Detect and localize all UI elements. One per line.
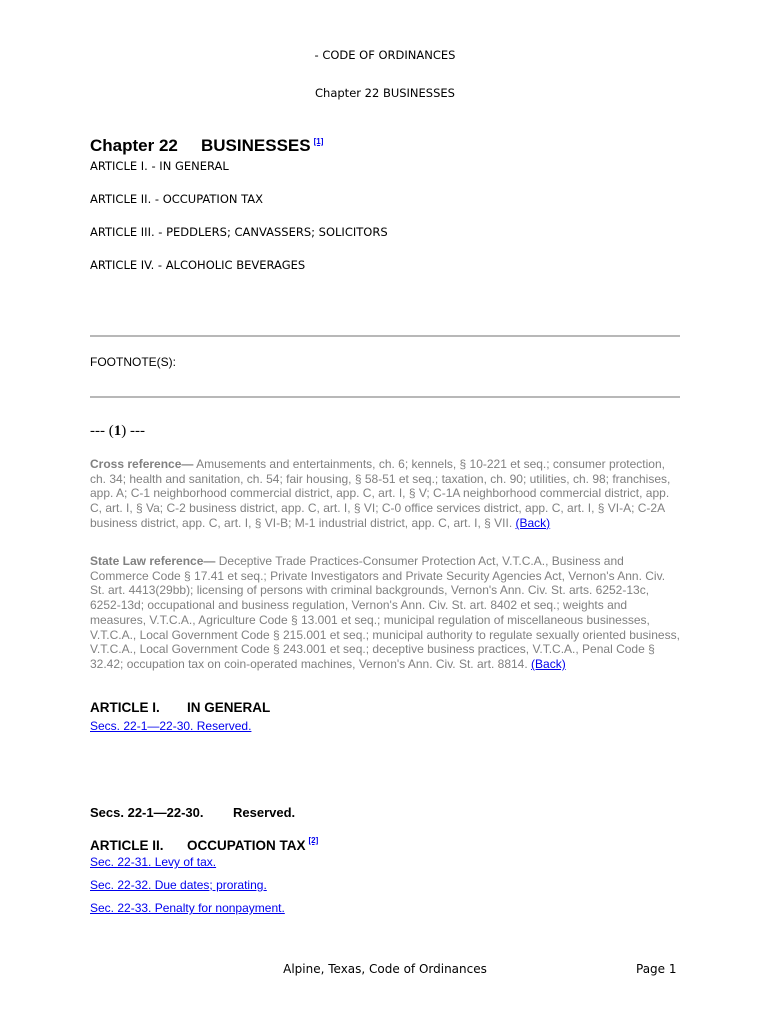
article-2-heading: ARTICLE II. OCCUPATION TAX [2]: [90, 836, 319, 853]
divider: [90, 396, 680, 398]
toc-item-article-1[interactable]: ARTICLE I. - IN GENERAL: [90, 159, 229, 173]
toc-item-article-3[interactable]: ARTICLE III. - PEDDLERS; CANVASSERS; SOLICITORS: [90, 225, 388, 239]
document-header-title: - CODE OF ORDINANCES: [314, 48, 456, 62]
cross-reference-back-link[interactable]: (Back): [515, 515, 551, 530]
article-2-footnote-link[interactable]: [2]: [308, 836, 319, 845]
footnote-marker: --- (1) ---: [90, 423, 145, 439]
article-1-heading: ARTICLE I. IN GENERAL: [90, 700, 271, 715]
toc-item-article-4[interactable]: ARTICLE IV. - ALCOHOLIC BEVERAGES: [90, 258, 306, 272]
chapter-title: BUSINESSES: [201, 136, 311, 155]
chapter-footnote-link[interactable]: [1]: [313, 137, 324, 146]
divider: [90, 335, 680, 337]
section-heading-reserved: Secs. 22-1—22-30. Reserved.: [90, 805, 296, 820]
state-law-paragraph: State Law reference— Deceptive Trade Practices-Consumer Protection Act, V.T.C.A., Business and Commerce Code § 17.41 et seq.; Private Investigators and Private Security Agencies Act, Vernon's Ann. Civ. St. art. 4413(29bb); licensing of persons with criminal backgrounds, Vernon's Ann. Civ. St. arts. 6252-13c, 6252-13d; occupational and business regulation, Vernon's Ann. Civ. St. art. 8402 et seq.; weights and measures, V.T.C.A., Agriculture Code § 13.001 et seq.; municipal regulation of miscellaneous businesses, V.T.C.A., Local Government Code § 215.001 et seq.; municipal authority to regulate sexually oriented business, V.T.C.A., Local Government Code § 243.001 et seq.; deceptive business practices, V.T.C.A., Penal Code § 32.42; occupation tax on coin-operated machines, Vernon's Ann. Civ. St. art. 8814. (Back): [90, 554, 680, 671]
toc-item-article-2[interactable]: ARTICLE II. - OCCUPATION TAX: [90, 192, 263, 206]
document-header-chapter: Chapter 22 BUSINESSES: [315, 86, 455, 100]
cross-reference-lead: Cross reference—: [90, 457, 194, 471]
chapter-heading: [90, 136, 323, 156]
footer-page-number: Page 1: [636, 962, 677, 976]
state-law-back-link[interactable]: (Back): [531, 656, 566, 671]
article-1-section-link[interactable]: Secs. 22-1—22-30. Reserved.: [90, 719, 252, 733]
footnotes-label: FOOTNOTE(S):: [90, 355, 176, 369]
section-link-22-33[interactable]: Sec. 22-33. Penalty for nonpayment.: [90, 901, 285, 915]
section-link-22-31[interactable]: Sec. 22-31. Levy of tax.: [90, 855, 217, 869]
state-law-lead: State Law reference—: [90, 554, 216, 568]
section-link-22-32[interactable]: Sec. 22-32. Due dates; prorating.: [90, 878, 267, 892]
cross-reference-paragraph: Cross reference— Amusements and entertainments, ch. 6; kennels, § 10-221 et seq.; consumer protection, ch. 34; health and sanitation, ch. 54; fair housing, § 58-51 et seq.; taxation, ch. 90; utilities, ch. 98; franchises, app. A; C-1 neighborhood commercial district, app. C, art. I, § V; C-1A neighborhood commercial district, app. C, art. I, § Va; C-2 business district, app. C, art. I, § VI; C-0 office services district, app. C, art. I, § VI-A; C-2A business district, app. C, art. I, § VI-B; M-1 industrial district, app. C, art. I, § VII. (Back): [90, 457, 671, 530]
chapter-number: Chapter 22: [90, 136, 178, 155]
footer-title: Alpine, Texas, Code of Ordinances: [283, 962, 487, 976]
